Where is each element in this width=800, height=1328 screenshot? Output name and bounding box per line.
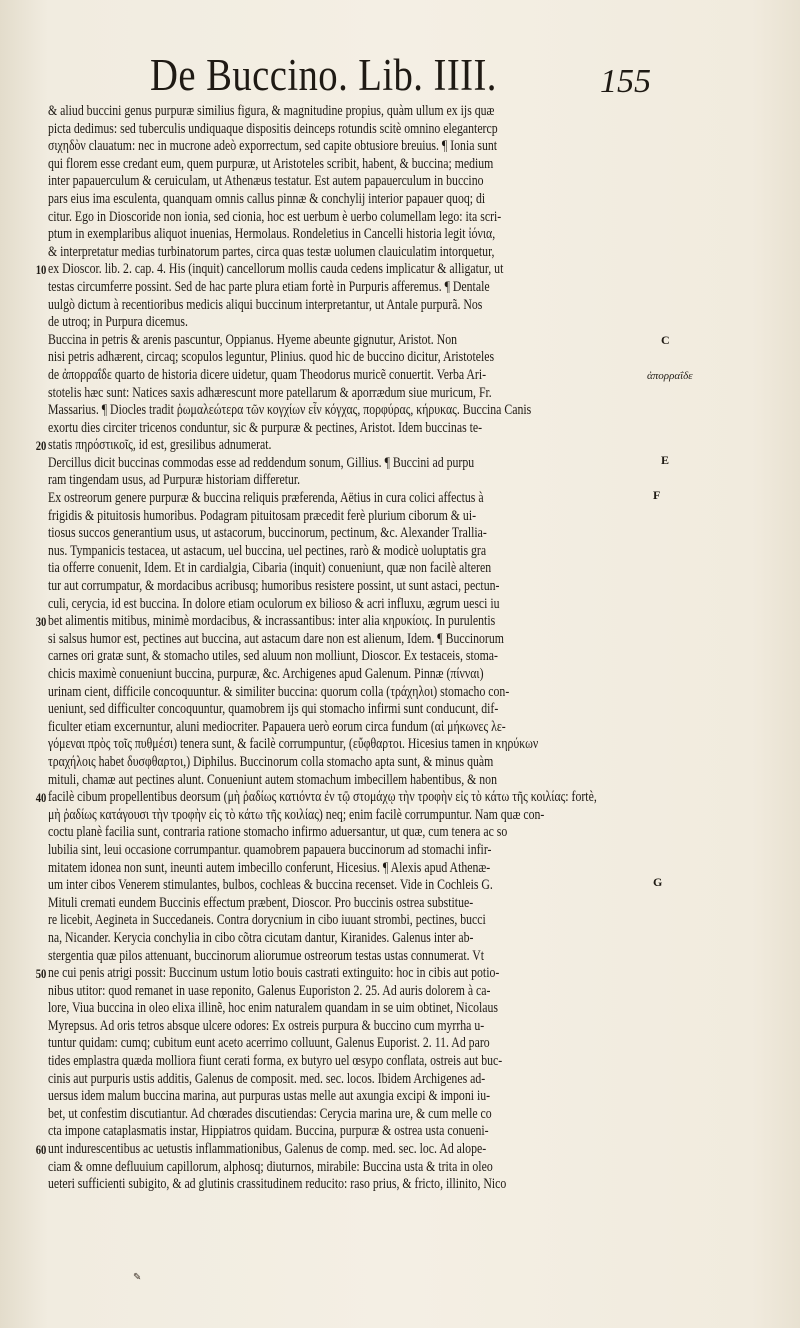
text-line xyxy=(48,472,548,490)
line-text: statis πηρόστικοῖς, id est, gresilibus adnumerat. xyxy=(48,437,272,454)
text-line xyxy=(48,666,548,684)
text-line xyxy=(48,578,548,596)
line-text: pars eius ima esculenta, quanquam omnis callus pinnæ & conchylij interior papauer quoq; di xyxy=(48,190,486,207)
text-line xyxy=(48,1018,548,1036)
text-line xyxy=(48,173,548,191)
line-text: tiosus succos generantium usus, ut astacorum, buccinorum, pectinum, &c. Alexander Trallia- xyxy=(48,525,487,542)
text-line xyxy=(48,156,548,174)
line-text: um inter cibos Venerem stimulantes, bulbos, cochleas & buccina recenset. Vide in Cochleis G. xyxy=(48,877,493,894)
text-line xyxy=(48,244,548,262)
line-text: Buccina in petris & arenis pascuntur, Oppianus. Hyeme abeunte gignutur, Aristot. Non xyxy=(48,331,458,348)
text-line xyxy=(48,895,548,913)
text-line xyxy=(48,525,548,543)
text-line xyxy=(48,455,548,473)
line-text: & interpretatur medias turbinatorum partes, circa quas testæ uolumen clauiculatim intorquetur, xyxy=(48,243,495,260)
margin-notes xyxy=(647,0,795,1328)
line-text: ne cui penis atrigi possit: Buccinum ustum lotio bouis castrati extinguito: hoc in cibis aut potio- xyxy=(48,965,500,982)
text-line xyxy=(48,349,548,367)
text-line xyxy=(35,789,597,807)
line-text: cinis aut purpuris ustis additis, Galenus de composit. med. sec. locos. Ibidem Archigenes ad- xyxy=(48,1070,486,1087)
line-text: ueteri sufficienti subigito, & ad glutinis crassitudinem reducito: raso prius, & fricto, illinito, Nico xyxy=(48,1176,507,1193)
running-head xyxy=(150,50,670,100)
line-text: mitatem idonea non sunt, ineunti autem imbecillo conferunt, Hicesius. ¶ Alexis apud Athenæ- xyxy=(48,859,491,876)
line-text: mituli, chamæ aut pectines alunt. Conueniunt autem stomachum imbecillem habentibus, & non xyxy=(48,771,497,788)
line-text: stergentia quæ pilos attenuant, buccinorum aliorumue ostreorum testas ustas connumerat. Vt xyxy=(48,947,485,964)
text-line xyxy=(35,261,548,279)
text-line xyxy=(48,701,548,719)
text-line xyxy=(48,402,548,420)
text-line xyxy=(48,1123,548,1141)
text-line xyxy=(48,560,548,578)
line-text: ram tingendam usus, ad Purpuræ historiam differetur. xyxy=(48,472,301,489)
line-text: na, Nicander. Kerycia conchylia in cibo cõtra cicutam dantur, Kiranides. Galenus inter ab- xyxy=(48,929,474,946)
line-text: Massarius. ¶ Diocles tradit ῥωμαλεώτερα τῶν κογχίων εἶν κόγχας, πορφύρας, κήρυκας. Buccina Canis xyxy=(48,402,532,419)
line-text: tuntur quidam: cumq; cubitum eunt aceto acerrimo colluunt, Galenus Euporist. 2. 11. Ad paro xyxy=(48,1035,490,1052)
line-text: nisi petris adhærent, circaq; scopulos leguntur, Plinius. quod hic de buccino dicitur, Aristoteles xyxy=(48,349,495,366)
line-text: Ex ostreorum genere purpuræ & buccina reliquis præferenda, Aëtius in cura colici affectus à xyxy=(48,490,484,507)
text-line xyxy=(48,877,548,895)
margin-letter: C xyxy=(661,333,670,347)
text-line xyxy=(48,209,548,227)
text-line xyxy=(48,983,548,1001)
text-line xyxy=(48,824,548,842)
line-text: carnes ori gratæ sunt, & stomacho utiles, sed aluum non molliunt, Dioscor. Ex testaceis, stoma- xyxy=(48,648,498,665)
line-text: de ἀπορραΐδε quarto de historia dicere uidetur, quam Theodorus muricẽ conuertit. Verba Ari- xyxy=(48,366,487,383)
text-line xyxy=(48,631,548,649)
margin-letter: G xyxy=(653,875,663,889)
line-text: tur aut corrumpatur, & mordacibus acribusq; humoribus resistere possint, ut sunt astaci, pectun- xyxy=(48,578,500,595)
line-text: nibus utitor: quod remanet in uase reponito, Galenus Euporiston 2. 25. Ad auris dolorem à ca- xyxy=(48,982,491,999)
line-text: frigidis & pituitosis humoribus. Podagram pituitosam præcedit ferè plurium ciborum & ui- xyxy=(48,507,477,524)
line-number: 50 xyxy=(35,966,47,982)
text-line xyxy=(48,1176,548,1194)
line-text: testas circumferre possint. Sed de hac parte plura etiam fortè in Purpuris afferemus. ¶ Dentale xyxy=(48,278,490,295)
line-number: 10 xyxy=(35,262,47,278)
text-line xyxy=(48,736,548,754)
text-line xyxy=(48,596,548,614)
line-text: urinam cient, difficile concoquuntur. & similiter buccina: quorum colla (τράχηλοι) stomacho con- xyxy=(48,683,510,700)
text-line xyxy=(48,332,548,350)
line-text: picta dedimus: sed tuberculis undiquaque dispositis deinceps rotundis scitè omnino elegantercp xyxy=(48,120,498,137)
line-text: τραχήλοις habet δυσφθαρτοι,) Diphilus. Buccinorum colla stomacho apta sunt, & minus quàm xyxy=(48,753,494,770)
text-line xyxy=(35,965,548,983)
text-line xyxy=(48,543,548,561)
text-line xyxy=(48,684,548,702)
text-line xyxy=(48,121,548,139)
line-text: inter papauerculum & ceruiculam, ut Athenæus testatur. Est autem papauerculum in buccino xyxy=(48,173,484,190)
line-text: unt indurescentibus ac uetustis inflammationibus, Galenus de comp. med. sec. loc. Ad alope- xyxy=(48,1141,487,1158)
line-text: stotelis hæc sunt: Natices saxis adhærescunt more patellarum & aporrædum siue muricum, Fr. xyxy=(48,384,492,401)
line-text: tides emplastra quæda molliora fiunt cerati forma, ex butyro uel œsypo conflata, ostreis aut buc- xyxy=(48,1053,503,1070)
text-line xyxy=(48,314,548,332)
text-line xyxy=(48,226,548,244)
line-text: de utroq; in Purpura dicemus. xyxy=(48,314,188,331)
margin-letter: F xyxy=(653,488,661,502)
text-line xyxy=(48,138,548,156)
line-text: μὴ ῥαδίως κατάγουσι τὴν τροφὴν εἰς τὸ κάτω τῆς κοιλίας) neq; enim facilè corrumpuntur. Nam quæ con- xyxy=(48,806,545,823)
line-text: citur. Ego in Dioscoride non ionia, sed cionia, hoc est uerbum è uerbo columellam lego: ita scri- xyxy=(48,208,502,225)
text-line xyxy=(48,1088,548,1106)
text-line xyxy=(48,1106,548,1124)
page-number: 155 xyxy=(600,63,651,100)
line-number: 60 xyxy=(35,1142,47,1158)
line-text: lore, Viua buccina in oleo elixa illinẽ, hoc enim naturalem quandam in se uim obtinet, Nicolaus xyxy=(48,1000,498,1017)
margin-letter: E xyxy=(661,453,670,467)
line-text: Mituli cremati eundem Buccinis effectum præbent, Dioscor. Pro buccinis ostrea substitue- xyxy=(48,894,474,911)
line-text: culi, cerycia, id est buccina. In dolore etiam oculorum ex bilioso & acri influxu, ægrum uesci iu xyxy=(48,595,500,612)
line-text: nus. Tympanicis testacea, ut astacum, uel buccina, uel pectines, rarò & modicè uoluptatis gra xyxy=(48,542,487,559)
line-text: σιχηδὸν clauatum: nec in mucrone adeò exporrectum, sed capite obtusiore breuius. ¶ Ionia sunt xyxy=(48,138,498,155)
text-line xyxy=(48,807,548,825)
line-text: ex Dioscor. lib. 2. cap. 4. His (inquit) cancellorum mollis cauda cedens implicatur & alligatur, ut xyxy=(48,261,504,278)
text-line xyxy=(48,420,548,438)
line-text: cta impone cataplasmatis instar, Hippiatros quidam. Buccina, purpuræ & ostrea usta conueni- xyxy=(48,1123,489,1140)
line-text: ueniunt, sed difficulter concoquuntur, quamobrem ijs qui stomacho infirmi sunt conducunt, dif- xyxy=(48,701,499,718)
text-line xyxy=(48,948,548,966)
text-line xyxy=(48,754,548,772)
text-line xyxy=(48,490,548,508)
line-text: ficulter etiam excernuntur, aluni mediocriter. Papauera uerò eorum circa fundum (αἱ μήκωνες λε- xyxy=(48,718,506,735)
line-text: qui florem esse credant eum, quem purpuræ, ut Aristoteles scribit, habent, & buccina; medium xyxy=(48,155,494,172)
text-line xyxy=(48,279,548,297)
line-text: facilè cibum propellentibus deorsum (μὴ ῥαδίως κατιόντα ἐν τῷ στομάχῳ τὴν τροφὴν εἰς τὸ κάτω τῆς κοιλίας: fortè, xyxy=(48,789,597,806)
line-number: 30 xyxy=(35,614,47,630)
text-line xyxy=(48,385,548,403)
text-line xyxy=(48,1053,548,1071)
line-text: exortu dies circiter tricenos conduntur, sic & purpuræ & pectines, Aristot. Idem buccinas te- xyxy=(48,419,483,436)
text-line xyxy=(35,1141,548,1159)
text-line xyxy=(48,1159,548,1177)
ink-mark: ✎ xyxy=(133,1272,142,1283)
text-line xyxy=(48,912,548,930)
line-text: tia offerre conuenit, Idem. Et in cardialgia, Cibaria (inquit) conueniunt, quæ non facilè alteren xyxy=(48,560,492,577)
text-line xyxy=(48,103,548,121)
body-text xyxy=(35,103,661,1194)
text-line xyxy=(48,648,548,666)
text-line xyxy=(48,930,548,948)
line-text: uersus idem malum buccina marina, aut purpuras ustas melle aut axungia excipi & imponi iu- xyxy=(48,1088,491,1105)
line-text: ciam & omne defluuium capillorum, alphosq; diuturnos, mirabile: Buccina usta & trita in oleo xyxy=(48,1158,493,1175)
text-line xyxy=(48,367,548,385)
line-text: lubilia sint, leui occasione corrumpantur. quamobrem papauera buccinorum ad stomachi infir- xyxy=(48,841,492,858)
line-text: si salsus humor est, pectines aut buccina, aut astacum dare non est alienum, Idem. ¶ Buccinorum xyxy=(48,630,504,647)
line-text: Myrepsus. Ad oris tetros absque ulcere odores: Ex ostreis purpura & buccino cum myrrha u- xyxy=(48,1017,485,1034)
text-line xyxy=(48,719,548,737)
line-text: uulgò dictum à recentioribus medicis aliqui buccinum interpretantur, ut Antale purpurã. Nos xyxy=(48,296,483,313)
margin-greek-note: ἀπορραΐδε xyxy=(647,370,693,382)
text-line xyxy=(48,1000,548,1018)
line-text: bet, ut confestim discutiantur. Ad chœrades discutiendas: Cerycia marina ure, & cum melle co xyxy=(48,1105,492,1122)
line-text: γόμεναι πρὸς τοῖς πυθμέσι) tenera sunt, & facilè corrumpuntur, (εὔφθαρτοι. Hicesius tamen in κηρύκων xyxy=(48,736,539,753)
text-line xyxy=(48,860,548,878)
text-line xyxy=(48,1035,548,1053)
line-text: ptum in exemplaribus aliquot inuenias, Hermolaus. Rondeletius in Cancelli historia legit ἰόνια, xyxy=(48,226,496,243)
page-title: De Buccino. Lib. IIII. xyxy=(150,50,497,100)
text-line xyxy=(35,437,548,455)
line-text: coctu planè facilia sunt, contraria ratione stomacho infirmo aduersantur, ut quæ, cum tenera ac so xyxy=(48,824,508,841)
text-line xyxy=(48,772,548,790)
text-line xyxy=(48,191,548,209)
text-line xyxy=(48,1071,548,1089)
line-text: re licebit, Aegineta in Succedaneis. Contra dorycnium in cibo iuuant strombi, pectines, bucci xyxy=(48,912,486,929)
line-number: 40 xyxy=(35,790,47,806)
text-line xyxy=(48,842,548,860)
line-text: & aliud buccini genus purpuræ similius figura, & magnitudine propius, quàm ullum ex ijs quæ xyxy=(48,103,495,119)
line-number: 20 xyxy=(35,438,47,454)
text-line xyxy=(48,297,548,315)
line-text: Dercillus dicit buccinas commodas esse ad reddendum sonum, Gillius. ¶ Buccini ad purpu xyxy=(48,454,475,471)
text-line xyxy=(48,508,548,526)
text-line xyxy=(35,613,548,631)
line-text: bet alimentis mitibus, minimè mordacibus, & incrassantibus: inter alia κηρυκίοις. In purulentis xyxy=(48,613,496,630)
line-text: chicis maximè conueniunt buccina, purpuræ, &c. Archigenes apud Galenum. Pinnæ (πίνναι) xyxy=(48,666,484,682)
